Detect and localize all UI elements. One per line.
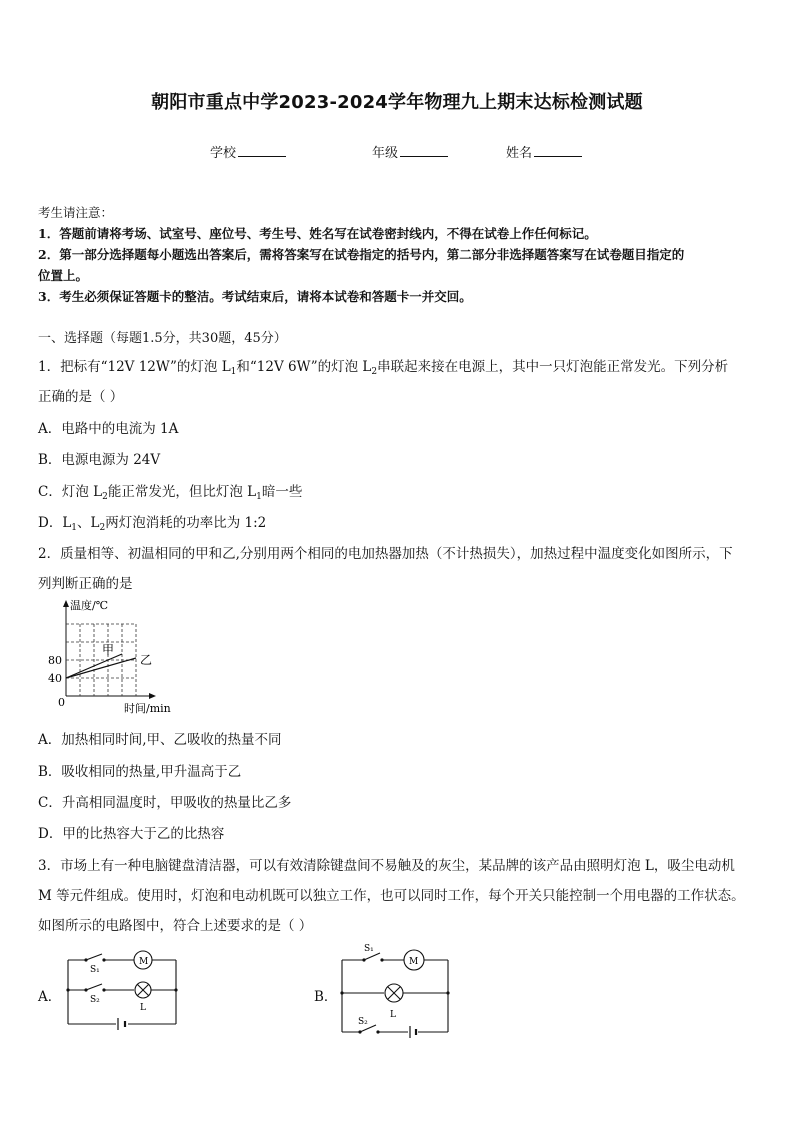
- q2-option-b[interactable]: B．吸收相同的热量,甲升温高于乙: [38, 764, 242, 780]
- sub: 1: [256, 492, 262, 502]
- lamp-label: L: [140, 1003, 146, 1013]
- q1-text-b: 和“12V 6W”的灯泡 L: [236, 359, 372, 375]
- temperature-time-graph: [40, 596, 200, 716]
- school-blank[interactable]: [238, 143, 286, 157]
- section-heading: 一、选择题（每题1.5分，共30题，45分）: [38, 331, 287, 346]
- school-label: 学校: [210, 146, 237, 161]
- q1-option-d[interactable]: [38, 511, 266, 533]
- q1-c-text: 暗一些: [261, 484, 303, 500]
- origin-label: 0: [58, 696, 65, 709]
- q1-option-a[interactable]: A．电路中的电流为 1A: [38, 421, 179, 437]
- series-label-yi: 乙: [140, 653, 153, 667]
- q1-option-c[interactable]: [38, 480, 302, 502]
- x-axis-label: 时间/min: [124, 702, 171, 715]
- sub: 1: [71, 523, 78, 533]
- q2-stem-line2: 列判断正确的是: [38, 576, 133, 592]
- x-axis-arrow: [149, 693, 156, 699]
- q3-option-b-label[interactable]: B．: [314, 989, 338, 1005]
- circuit-b-nodes: [340, 958, 449, 1033]
- circuit-a-nodes: [66, 958, 177, 991]
- q1-c-text: C．灯泡 L: [38, 484, 103, 500]
- q2-stem-line1: 2．质量相等、初温相同的甲和乙,分别用两个相同的电加热器加热（不计热损失），加热过程中温度变化如图所示，下: [38, 546, 733, 562]
- series-label-jia: 甲: [102, 643, 115, 657]
- q1-option-b[interactable]: B．电源电源为 24V: [38, 452, 161, 468]
- name-blank[interactable]: [534, 143, 582, 157]
- notice-item-2-cont: 位置上。: [38, 268, 89, 283]
- name-label: 姓名: [506, 146, 533, 161]
- q1-c-text: 能正常发光，但比灯泡 L: [107, 484, 257, 500]
- q1-d-text: 两灯泡消耗的功率比为 1:2: [105, 515, 267, 531]
- tick-label-40: 40: [48, 672, 62, 685]
- series-yi-line: [66, 658, 136, 678]
- q1-d-text: D．L: [38, 515, 72, 531]
- sub: 2: [102, 492, 108, 502]
- switch-label-s1: S₁: [90, 965, 100, 975]
- notice-item-3: 3．考生必须保证答题卡的整洁。考试结束后，请将本试卷和答题卡一并交回。: [38, 289, 472, 304]
- q3-stem-line2: M 等元件组成。使用时，灯泡和电动机既可以独立工作，也可以同时工作，每个开关只能控制一个用电器的工作状态。: [38, 888, 745, 904]
- y-axis-label: 温度/℃: [70, 599, 109, 612]
- switch-label-s1: S₁: [364, 944, 374, 954]
- q2-option-a[interactable]: A．加热相同时间,甲、乙吸收的热量不同: [38, 732, 282, 748]
- q2-option-c[interactable]: C．升高相同温度时，甲吸收的热量比乙多: [38, 795, 292, 811]
- tick-label-80: 80: [48, 654, 62, 667]
- q2-option-d[interactable]: D．甲的比热容大于乙的比热容: [38, 826, 225, 842]
- q1-stem-line2: 正确的是（ ）: [38, 389, 124, 405]
- notice-item-1: 1．答题前请将考场、试室号、座位号、考生号、姓名写在试卷密封线内，不得在试卷上作任何标记。: [38, 226, 597, 241]
- q1-text-a: 1．把标有“12V 12W”的灯泡 L: [38, 359, 231, 375]
- name-field: [506, 142, 582, 161]
- motor-label: M: [409, 957, 419, 967]
- y-axis-arrow: [63, 600, 69, 607]
- notice-heading: 考生请注意：: [38, 205, 114, 220]
- notice-item-2: 2．第一部分选择题每小题选出答案后，需将答案写在试卷指定的括号内，第二部分非选择题答案写在试卷题目指定的: [38, 247, 685, 262]
- lamp-label: L: [390, 1010, 396, 1020]
- q3-stem-line3: 如图所示的电路图中，符合上述要求的是（ ）: [38, 918, 313, 934]
- q3-stem-line1: 3．市场上有一种电脑键盘清洁器，可以有效清除键盘间不易触及的灰尘，某品牌的该产品由照明灯泡 L，吸尘电动机: [38, 858, 735, 874]
- q3-option-a-label[interactable]: A．: [38, 989, 62, 1005]
- motor-label: M: [139, 957, 149, 967]
- sub: 2: [99, 523, 106, 533]
- circuit-diagram-a[interactable]: [64, 948, 184, 1032]
- q1-text-c: 串联起来接在电源上，其中一只灯泡能正常发光。下列分析: [377, 359, 729, 375]
- page-title: 朝阳市重点中学2023-2024学年物理九上期末达标检测试题: [151, 92, 643, 113]
- grade-blank[interactable]: [400, 143, 448, 157]
- sub: 1: [230, 367, 237, 377]
- school-field: [210, 142, 286, 161]
- switch-label-s2: S₂: [358, 1017, 368, 1027]
- q1-d-text: 、L: [77, 515, 100, 531]
- sub: 2: [371, 367, 378, 377]
- grade-field: [372, 142, 448, 161]
- q1-stem-line1: [38, 355, 728, 377]
- switch-label-s2: S₂: [90, 995, 100, 1005]
- circuit-diagram-b[interactable]: [338, 940, 454, 1040]
- grid: [66, 624, 136, 696]
- grade-label: 年级: [372, 146, 399, 161]
